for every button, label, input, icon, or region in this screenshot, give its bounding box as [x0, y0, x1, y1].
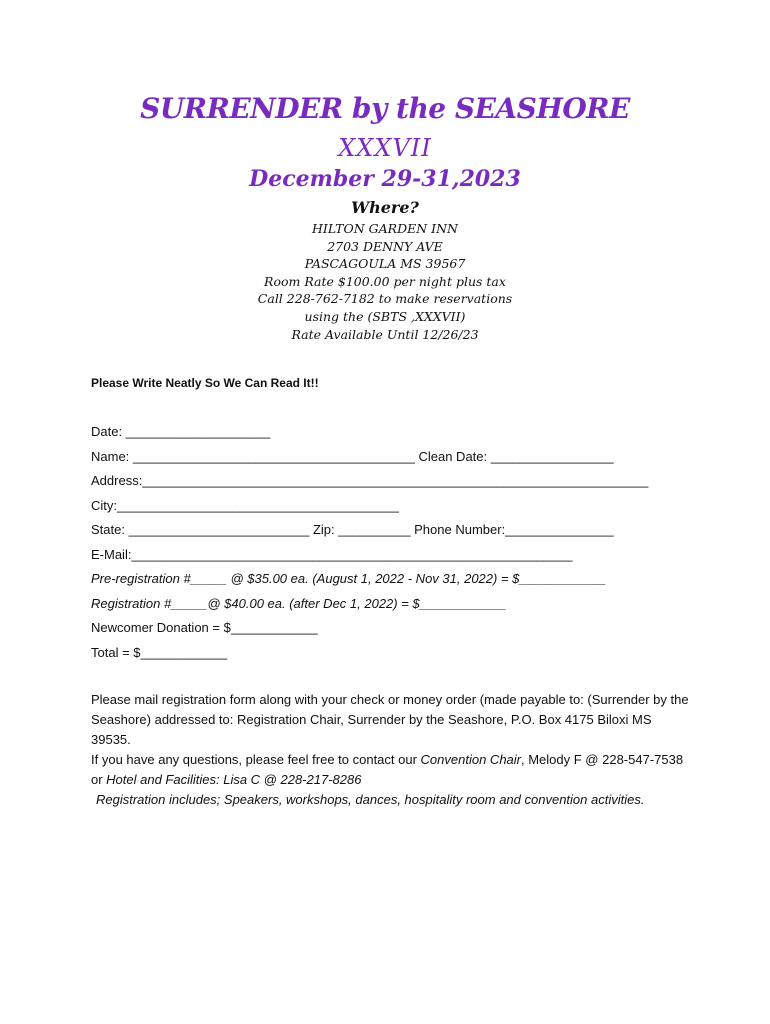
date-field[interactable]: Date: ____________________: [91, 424, 271, 439]
total-field[interactable]: Total = $____________: [91, 644, 228, 660]
write-neatly-notice: Please Write Neatly So We Can Read It!!: [91, 376, 319, 390]
event-title: SURRENDER by the SEASHORE: [140, 92, 630, 125]
venue-city: PASCAGOULA MS 39567: [304, 256, 466, 272]
venue-block: [0, 220, 770, 343]
registration-form: [91, 420, 691, 665]
group-code: using the (SBTS ,XXXVII): [304, 308, 466, 324]
rate-deadline: Rate Available Until 12/26/23: [291, 326, 479, 342]
address-field[interactable]: Address:______________________________________________________________________: [91, 473, 649, 488]
donation-field[interactable]: Newcomer Donation = $____________: [91, 620, 318, 635]
room-rate: Room Rate $100.00 per night plus tax: [264, 273, 506, 289]
where-heading: Where?: [351, 198, 419, 217]
event-edition: XXXVII: [338, 134, 432, 162]
event-dates: December 29-31,2023: [249, 166, 521, 192]
registration-field[interactable]: Registration #_____@ $40.00 ea. (after Dec 1, 2022) = $____________: [91, 595, 507, 611]
email-field[interactable]: E-Mail:_____________________________________________________________: [91, 546, 573, 562]
preregistration-field[interactable]: Pre-registration #_____ @ $35.00 ea. (August 1, 2022 - Nov 31, 2022) = $____________: [91, 571, 607, 586]
mail-instructions: Please mail registration form along with your check or money order (made payable to: (Surrender by the Seashore) addressed to: Registration Chair, Surrender by the Seashore, P.O. Box 4175 Biloxi MS 39535.: [91, 692, 689, 747]
venue-street: 2703 DENNY AVE: [327, 238, 443, 254]
venue-name: HILTON GARDEN INN: [312, 221, 458, 236]
contact-info: If you have any questions, please feel free to contact our Convention Chair, Melody F @ 228-547-7538 or Hotel and Facilities: Lisa C @ 228-217-8286: [91, 752, 684, 787]
name-field[interactable]: Name: _______________________________________ Clean Date: _________________: [91, 448, 614, 464]
footer-instructions: [91, 690, 691, 810]
city-field[interactable]: City:_______________________________________: [91, 497, 399, 513]
state-zip-phone-field[interactable]: State: _________________________ Zip: __________ Phone Number:_______________: [91, 522, 614, 537]
reservation-phone: Call 228-762-7182 to make reservations: [257, 291, 513, 307]
registration-includes: Registration includes; Speakers, workshops, dances, hospitality room and convention activities.: [96, 792, 645, 807]
